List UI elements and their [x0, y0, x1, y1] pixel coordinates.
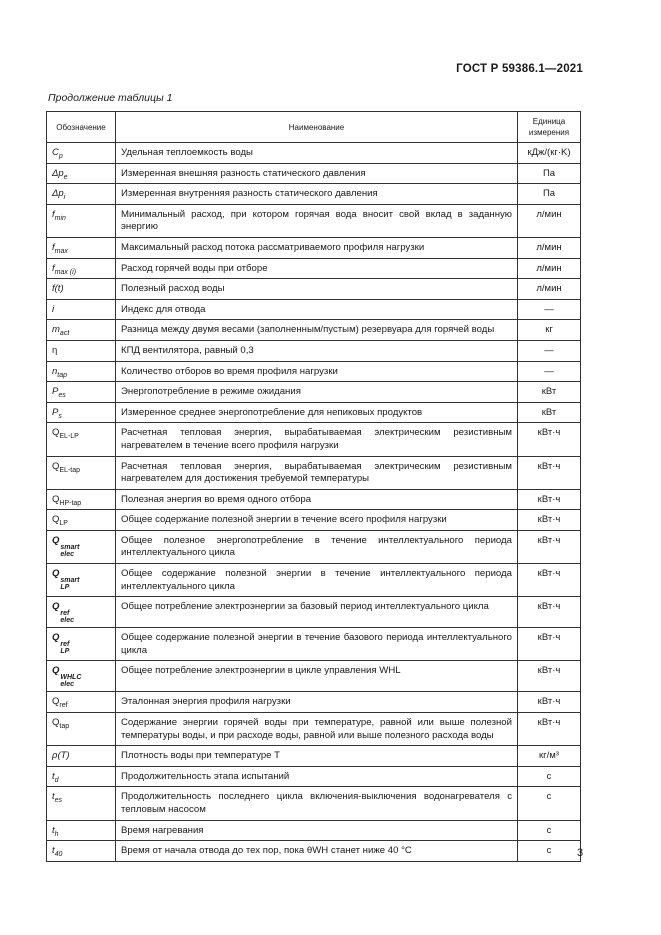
description-cell: Общее содержание полезной энергии в течение всего профиля нагрузки [116, 510, 518, 531]
description-cell: Расчетная тепловая энергия, вырабатываемая электрическим резистивным нагревателем для достижения требуемой температуры [116, 456, 518, 489]
description-cell: КПД вентилятора, равный 0,3 [116, 340, 518, 361]
document-id: ГОСТ Р 59386.1—2021 [456, 63, 583, 75]
unit-cell: л/мин [518, 279, 581, 300]
description-cell: Общее содержание полезной энергии в течение интеллектуального периода интеллектуального цикла [116, 564, 518, 597]
column-header-name: Наименование [116, 112, 518, 143]
symbol-subscript: i [63, 194, 66, 202]
unit-cell: кВт·ч [518, 564, 581, 597]
unit-cell: — [518, 340, 581, 361]
symbol-cell [47, 692, 116, 713]
symbol-base: Δp [52, 188, 64, 200]
symbol-base: Q [52, 696, 60, 708]
symbol-cell [47, 279, 116, 300]
table-row [47, 841, 581, 862]
symbol-subscript: h [54, 830, 59, 838]
symbol-subscript: HP-tap [59, 499, 82, 507]
description-cell: Измеренная внутренняя разность статического давления [116, 184, 518, 205]
table-row [47, 746, 581, 767]
symbol-base: f(t) [52, 283, 64, 295]
table-row [47, 628, 581, 661]
symbol-subscript: elec [60, 550, 75, 558]
column-header-symbol: Обозначение [47, 112, 116, 143]
table-row [47, 820, 581, 841]
symbol-cell [47, 204, 116, 237]
unit-cell: с [518, 841, 581, 862]
symbol-base: Q [52, 632, 60, 644]
symbol-base: t [52, 770, 55, 782]
symbol-cell [47, 766, 116, 787]
unit-cell: кВт·ч [518, 510, 581, 531]
table-row [47, 661, 581, 692]
table-row [47, 279, 581, 300]
symbol-subscript: EL-tap [59, 466, 81, 474]
unit-cell: кВт·ч [518, 530, 581, 563]
symbol-subscript: LP [60, 648, 70, 656]
symbol-base: t [52, 824, 55, 836]
symbol-cell [47, 361, 116, 382]
symbol-base: i [52, 303, 55, 315]
table-row [47, 237, 581, 258]
symbol-base: t [52, 791, 55, 803]
symbol-subscript: ref [59, 702, 68, 710]
symbol-subscript: LP [60, 584, 70, 592]
symbol-cell [47, 530, 116, 563]
table-row [47, 143, 581, 164]
unit-cell: кВт·ч [518, 628, 581, 661]
symbol-subscript: s [58, 412, 62, 420]
symbol-subscript: act [59, 330, 70, 338]
symbol-subscript: p [58, 153, 63, 160]
description-cell: Продолжительность этапа испытаний [116, 766, 518, 787]
unit-cell: с [518, 766, 581, 787]
symbol-cell [47, 746, 116, 767]
symbol-cell [47, 628, 116, 661]
symbol-index-stack [60, 641, 69, 655]
symbol-cell [47, 340, 116, 361]
table-row [47, 692, 581, 713]
symbol-base: Δp [52, 167, 64, 179]
unit-cell: кВт·ч [518, 489, 581, 510]
unit-cell: л/мин [518, 258, 581, 279]
description-cell: Общее содержание полезной энергии в течение базового периода интеллектуального цикла [116, 628, 518, 661]
description-cell: Время нагревания [116, 820, 518, 841]
symbol-cell [47, 820, 116, 841]
symbol-subscript: e [63, 173, 68, 181]
symbol-subscript: tap [57, 371, 68, 379]
unit-cell: кВт·ч [518, 713, 581, 746]
symbol-cell [47, 661, 116, 692]
symbol-base: P [52, 406, 59, 418]
unit-cell: Па [518, 184, 581, 205]
description-cell: Расчетная тепловая энергия, вырабатываемая электрическим резистивным нагревателем в течение всего профиля нагрузки [116, 423, 518, 456]
description-cell: Разница между двумя весами (заполненным/пустым) резервуара для горячей воды [116, 320, 518, 341]
column-header-unit: Единица измерения [518, 112, 581, 143]
table-row [47, 402, 581, 423]
table-row [47, 597, 581, 628]
unit-cell: с [518, 820, 581, 841]
symbol-superscript: ref [60, 641, 70, 649]
table-row [47, 340, 581, 361]
symbol-superscript: ref [60, 610, 70, 618]
symbol-subscript: 40 [54, 851, 63, 859]
unit-cell: с [518, 787, 581, 820]
description-cell: Эталонная энергия профиля нагрузки [116, 692, 518, 713]
symbol-subscript: EL-LP [59, 433, 79, 441]
unit-cell: л/мин [518, 204, 581, 237]
symbol-base: Q [52, 460, 60, 472]
table-row [47, 361, 581, 382]
symbol-superscript: WHLC [60, 674, 82, 682]
symbol-cell [47, 382, 116, 403]
unit-cell: кг [518, 320, 581, 341]
description-cell: Время от начала отвода до тех пор, пока θWH станет ниже 40 °C [116, 841, 518, 862]
symbol-base: C [52, 147, 59, 158]
symbol-subscript: tap [59, 723, 70, 731]
symbol-cell [47, 237, 116, 258]
table-caption: Продолжение таблицы 1 [48, 92, 173, 104]
unit-cell: кВт [518, 382, 581, 403]
symbol-cell [47, 489, 116, 510]
symbol-base: Q [52, 717, 60, 729]
description-cell: Измеренная внешняя разность статического давления [116, 163, 518, 184]
symbol-base: Q [52, 568, 60, 580]
description-cell: Измеренное среднее энергопотребление для непиковых продуктов [116, 402, 518, 423]
unit-cell: — [518, 299, 581, 320]
symbol-subscript: min [54, 214, 66, 222]
table-row [47, 163, 581, 184]
symbol-subscript: elec [60, 681, 75, 689]
symbol-base: m [52, 324, 60, 336]
description-cell: Максимальный расход потока рассматриваемого профиля нагрузки [116, 237, 518, 258]
symbol-cell [47, 402, 116, 423]
description-cell: Количество отборов во время профиля нагрузки [116, 361, 518, 382]
description-cell: Индекс для отвода [116, 299, 518, 320]
symbol-cell [47, 423, 116, 456]
description-cell: Продолжительность последнего цикла включения-выключения водонагревателя с тепловым насосом [116, 787, 518, 820]
description-cell: Плотность воды при температуре T [116, 746, 518, 767]
symbol-base: P [52, 386, 59, 398]
description-cell: Полезный расход воды [116, 279, 518, 300]
unit-cell: — [518, 361, 581, 382]
description-cell: Общее полезное энергопотребление в течение интеллектуального периода интеллектуального цикла [116, 530, 518, 563]
symbol-cell [47, 320, 116, 341]
table-row [47, 456, 581, 489]
symbol-subscript: d [54, 776, 59, 784]
table-row [47, 530, 581, 563]
table-row [47, 766, 581, 787]
symbol-cell [47, 163, 116, 184]
table-row [47, 423, 581, 456]
symbol-cell [47, 564, 116, 597]
unit-cell: кг/м³ [518, 746, 581, 767]
unit-cell: кВт [518, 402, 581, 423]
unit-cell: кВт·ч [518, 597, 581, 628]
description-cell: Содержание энергии горячей воды при температуре, равной или выше полезной температуры воды, и при расходе воды, равной или выше полезного расхода воды [116, 713, 518, 746]
symbol-cell [47, 456, 116, 489]
symbol-cell [47, 787, 116, 820]
symbol-cell [47, 299, 116, 320]
unit-cell: л/мин [518, 237, 581, 258]
symbol-base: η [52, 344, 58, 356]
description-cell: Удельная теплоемкость воды [116, 143, 518, 164]
symbol-subscript: max (i) [54, 268, 77, 276]
table-row [47, 489, 581, 510]
symbol-subscript: LP [59, 520, 68, 528]
symbol-cell [47, 258, 116, 279]
symbol-base: ρ(T) [52, 750, 70, 762]
symbol-cell [47, 143, 116, 164]
symbol-base: Q [52, 514, 60, 526]
description-cell: Полезная энергия во время одного отбора [116, 489, 518, 510]
unit-cell: кВт·ч [518, 661, 581, 692]
symbol-base: Q [52, 427, 60, 439]
symbol-index-stack [60, 674, 81, 688]
table-row [47, 258, 581, 279]
symbol-cell [47, 841, 116, 862]
symbol-subscript: es [58, 392, 66, 400]
table-row [47, 713, 581, 746]
description-cell: Расход горячей воды при отборе [116, 258, 518, 279]
symbol-cell [47, 597, 116, 628]
symbol-base: Q [52, 601, 60, 613]
table-row [47, 299, 581, 320]
description-cell: Общее потребление электроэнергии в цикле управления WHL [116, 661, 518, 692]
table-row [47, 204, 581, 237]
symbol-index-stack [60, 577, 79, 591]
symbol-index-stack [60, 610, 74, 624]
symbol-subscript: max [54, 247, 68, 255]
unit-cell: Па [518, 163, 581, 184]
symbol-index-stack [60, 544, 79, 558]
symbol-subscript: elec [60, 617, 75, 625]
unit-cell: кВт·ч [518, 423, 581, 456]
table-row [47, 564, 581, 597]
symbol-superscript: smart [60, 577, 80, 585]
table-row [47, 787, 581, 820]
table-row [47, 320, 581, 341]
symbols-table [46, 111, 584, 862]
description-cell: Минимальный расход, при котором горячая вода вносит свой вклад в заданную энергию [116, 204, 518, 237]
symbol-base: Q [52, 665, 60, 677]
table-row [47, 510, 581, 531]
unit-cell: кДж/(кг·K) [518, 143, 581, 164]
symbol-cell [47, 184, 116, 205]
table-row [47, 184, 581, 205]
symbol-base: f [52, 208, 55, 220]
unit-cell: кВт·ч [518, 456, 581, 489]
unit-cell: кВт·ч [518, 692, 581, 713]
symbol-base: Q [52, 534, 60, 546]
symbol-cell [47, 713, 116, 746]
symbol-base: f [52, 262, 55, 274]
symbol-base: t [52, 845, 55, 857]
description-cell: Общее потребление электроэнергии за базовый период интеллектуального цикла [116, 597, 518, 628]
symbol-superscript: smart [60, 543, 80, 551]
page-number: 3 [577, 847, 584, 859]
symbol-base: n [52, 365, 58, 377]
symbol-cell [47, 510, 116, 531]
symbol-base: Q [52, 493, 60, 505]
description-cell: Энергопотребление в режиме ожидания [116, 382, 518, 403]
symbol-subscript: es [54, 797, 63, 805]
table-row [47, 382, 581, 403]
symbol-base: f [52, 241, 55, 253]
table-header-row [47, 112, 581, 143]
